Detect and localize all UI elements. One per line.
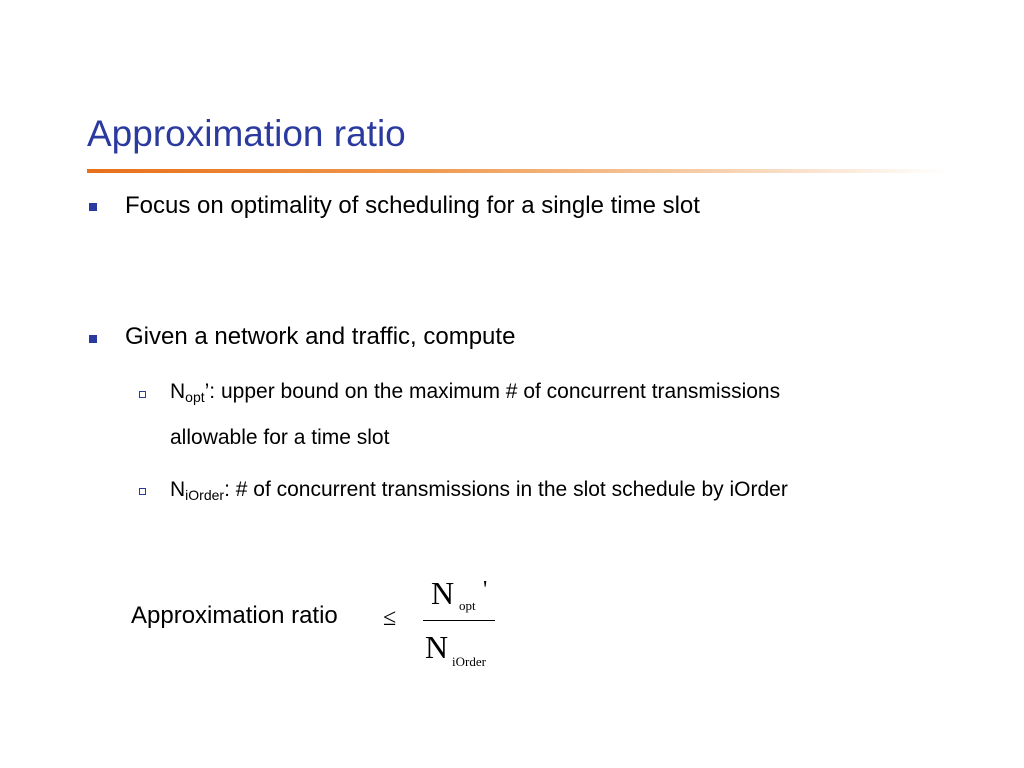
denominator-symbol: N bbox=[425, 629, 449, 665]
numerator-subscript: opt bbox=[459, 598, 476, 613]
sub-bullet-text-nopt-continuation: allowable for a time slot bbox=[170, 426, 390, 449]
niorder-symbol: N bbox=[170, 478, 186, 501]
less-equal-sign: ≤ bbox=[383, 605, 397, 631]
ratio-fraction bbox=[423, 575, 503, 675]
numerator-prime: ' bbox=[483, 577, 488, 603]
sub-bullet-hollow-square-icon bbox=[139, 488, 146, 495]
sub-bullet-text-niorder bbox=[170, 477, 788, 503]
niorder-subscript: iOrder bbox=[185, 487, 225, 503]
numerator-symbol: N bbox=[431, 575, 455, 611]
slide-title: Approximation ratio bbox=[87, 113, 406, 154]
sub-bullet-text-nopt bbox=[170, 379, 780, 405]
title-underline bbox=[87, 169, 947, 173]
nopt-subscript: opt bbox=[185, 389, 205, 405]
bullet-square-icon bbox=[89, 203, 97, 211]
bullet-text-given: Given a network and traffic, compute bbox=[125, 323, 516, 350]
fraction-bar bbox=[423, 620, 495, 621]
bullet-text-focus: Focus on optimality of scheduling for a single time slot bbox=[125, 192, 700, 219]
bullet-square-icon bbox=[89, 335, 97, 343]
sub-bullet-hollow-square-icon bbox=[139, 391, 146, 398]
formula-label: Approximation ratio bbox=[131, 602, 338, 629]
nopt-symbol: N bbox=[170, 380, 186, 403]
niorder-description: : # of concurrent transmissions in the slot schedule by iOrder bbox=[224, 478, 788, 501]
denominator-subscript: iOrder bbox=[452, 654, 486, 669]
nopt-description: ’: upper bound on the maximum # of concurrent transmissions bbox=[204, 380, 781, 403]
